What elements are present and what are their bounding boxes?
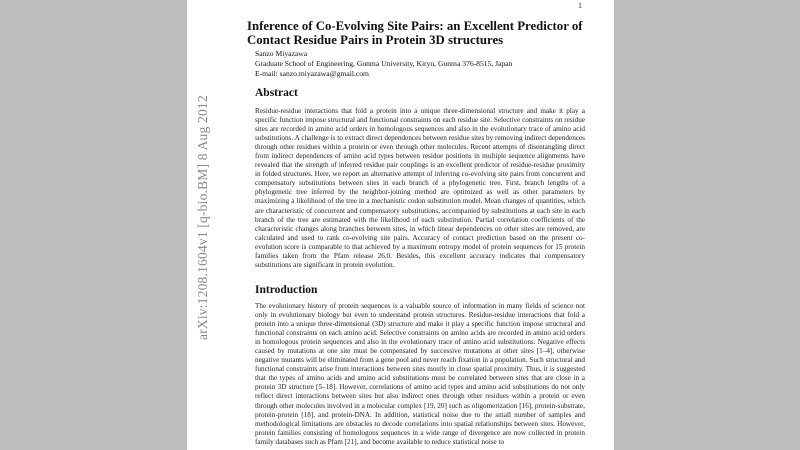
arxiv-stamp: arXiv:1208.1604v1 [q-bio.BM] 8 Aug 2012 — [195, 95, 210, 340]
page-number: 1 — [578, 1, 582, 10]
author-email: E-mail: sanzo.miyazawa@gmail.com — [255, 69, 369, 78]
abstract-heading: Abstract — [255, 87, 298, 99]
author-block — [255, 49, 595, 79]
paper-title: Inference of Co-Evolving Site Pairs: an Excellent Predictor of Contact Residue Pairs in Protein 3D structures — [247, 19, 583, 47]
author-name: Sanzo Miyazawa — [255, 49, 308, 58]
introduction-heading: Introduction — [255, 284, 318, 296]
author-affiliation: Graduate School of Engineering, Gunma University, Kiryu, Gunma 376-8515, Japan — [255, 59, 513, 68]
introduction-text: The evolutionary history of protein sequences is a valuable source of information in many fields of science not only in evolutionary biology but even to understand protein structures. Residue-residue interactions that fold a protein into a unique three-dimensional (3D) structure and make it play a specific function impose structural and functional constraints on each amino acid. Selective constraints on amino acids are recorded in amino acid orders in homologous protein sequences and also in the evolutionary trace of amino acid substitutions. Negative effects caused by mutations at one site must be compensated by successive mutations at other sites [1–4], otherwise negative mutants will be eliminated from a gene pool and never reach fixation in a population. Such structural and functional constraints arise from interactions between sites mostly in close spatial proximity. Thus, it is suggested that the types of amino acids and amino acid substitutions must be correlated between sites that are close in a protein 3D structure [5–18]. However, correlations of amino acid types and amino acid substitutions do not only reflect direct interactions between sites but also indirect ones through other residues within a protein or even through other molecules involved in a molecular complex [19, 20] such as oligomerization [16], protein-substrate, protein-protein [18], and protein-DNA. In addition, statistical noise due to the small number of samples and methodological limitations are obstacles to decode correlations into spatial relationships between sites. However, protein families consisting of homologous sequences in a wide range of divergence are now collected in protein family databases such as Pfam [21], and become available to reduce statistical noise to — [255, 302, 585, 446]
abstract-text: Residue-residue interactions that fold a protein into a unique three-dimensional structure and make it play a specific function impose structural and functional constraints on each residue site. Selective constraints on residue sites are recorded in amino acid orders in homologous sequences and also in the evolutionary trace of amino acid substitutions. A challenge is to extract direct dependences between residue sites by removing indirect dependences through other residues within a protein or even through other molecules. Recent attempts of disentangling direct from indirect dependences of amino acid types between residue positions in multiple sequence alignments have revealed that the strength of inferred residue pair couplings is an excellent predictor of residue-residue proximity in folded structures. Here, we report an alternative attempt of inferring co-evolving site pairs from concurrent and compensatory substitutions between sites in each branch of a phylogenetic tree. First, branch lengths of a phylogenetic tree inferred by the neighbor-joining method are optimized as well as other parameters by maximizing a likelihood of the tree in a mechanistic codon substitution model. Mean changes of quantities, which are characteristic of concurrent and compensatory substitutions, accompanied by substitutions at each site in each branch of the tree are estimated with the likelihood of each substitution. Partial correlation coefficients of the characteristic changes along branches between sites, in which linear dependences on other sites are removed, are calculated and used to rank co-evolving site pairs. Accuracy of contact prediction based on the present co-evolution score is comparable to that achieved by a maximum entropy model of protein sequences for 15 protein families taken from the Pfam release 26.0. Besides, this excellent accuracy indicates that compensatory substitutions are significant in protein evolution. — [255, 107, 585, 269]
